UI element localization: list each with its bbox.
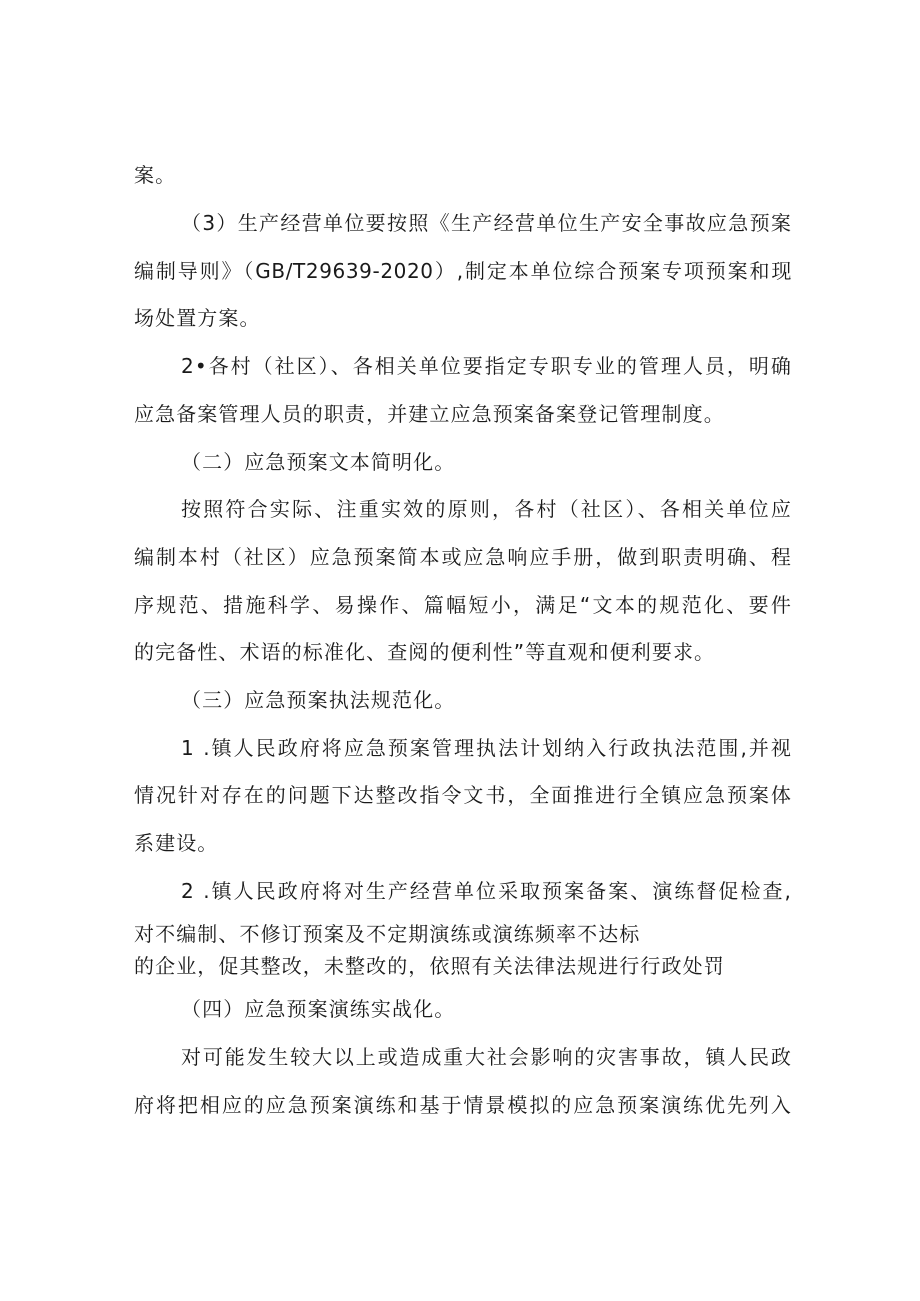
paragraph-line: 情况针对存在的问题下达整改指令文书，全面推进行全镇应急预案体 bbox=[134, 783, 792, 807]
paragraph-line: 的企业，促其整改，未整改的，依照有关法律法规进行行政处罚 bbox=[134, 954, 725, 978]
paragraph-line: 系建设。 bbox=[134, 831, 219, 855]
paragraph-line: 对可能发生较大以上或造成重大社会影响的灾害事故，镇人民政 bbox=[181, 1045, 792, 1069]
paragraph-line: 编制本村（社区）应急预案简本或应急响应手册，做到职责明确、程 bbox=[134, 545, 792, 569]
section-heading: （四）应急预案演练实战化。 bbox=[181, 997, 456, 1021]
section-heading: （二）应急预案文本简明化。 bbox=[181, 450, 456, 474]
paragraph-line: 序规范、措施科学、易操作、篇幅短小，满足“文本的规范化、要件 bbox=[134, 593, 792, 617]
paragraph-line: 对不编制、不修订预案及不定期演练或演练频率不达标 bbox=[134, 922, 641, 946]
paragraph-line: 编制导则》（GB/T29639-2020）,制定本单位综合预案专项预案和现 bbox=[134, 259, 792, 283]
section-heading: （三）应急预案执法规范化。 bbox=[181, 688, 456, 712]
paragraph-line: 2•各村（社区）、各相关单位要指定专职专业的管理人员，明确 bbox=[181, 354, 792, 378]
paragraph-line: 应急备案管理人员的职责，并建立应急预案备案登记管理制度。 bbox=[134, 402, 725, 426]
paragraph-line: （3）生产经营单位要按照《生产经营单位生产安全事故应急预案 bbox=[181, 211, 792, 235]
paragraph-line: 案。 bbox=[134, 163, 177, 187]
paragraph-line: 2 .镇人民政府将对生产经营单位采取预案备案、演练督促检查, bbox=[181, 879, 792, 903]
paragraph-line: 场处置方案。 bbox=[134, 306, 261, 330]
paragraph-line: 府将把相应的应急预案演练和基于情景模拟的应急预案演练优先列入 bbox=[134, 1093, 792, 1117]
paragraph-line: 按照符合实际、注重实效的原则，各村（社区）、各相关单位应 bbox=[181, 497, 792, 521]
paragraph-line: 的完备性、术语的标准化、查阅的便利性”等直观和便利要求。 bbox=[134, 640, 716, 664]
paragraph-line: 1 .镇人民政府将应急预案管理执法计划纳入行政执法范围,并视 bbox=[181, 736, 792, 760]
